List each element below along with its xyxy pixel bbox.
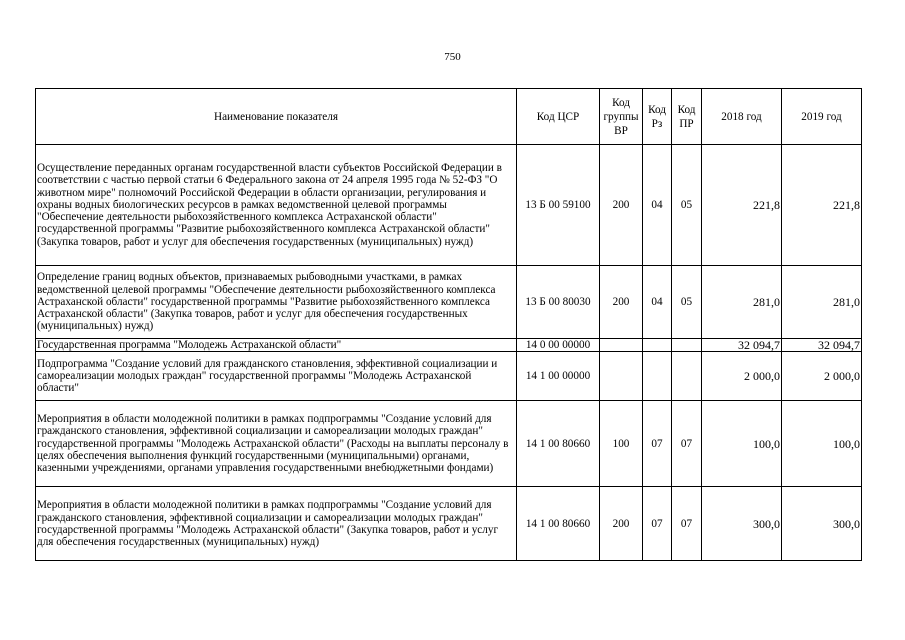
row-2019: 281,0 <box>782 266 862 339</box>
row-2018: 300,0 <box>702 487 782 561</box>
row-csr: 14 1 00 80660 <box>517 487 600 561</box>
row-csr: 13 Б 00 59100 <box>517 145 600 266</box>
table-row <box>36 352 862 401</box>
page-number: 750 <box>444 51 461 63</box>
table-row <box>36 487 862 561</box>
row-2019: 221,8 <box>782 145 862 266</box>
table-row <box>36 339 862 352</box>
row-pr <box>672 339 702 352</box>
header-2019: 2019 год <box>782 89 862 145</box>
row-pr <box>672 352 702 401</box>
header-name: Наименование показателя <box>36 89 517 145</box>
table-row <box>36 266 862 339</box>
row-vr <box>600 339 643 352</box>
row-name: Осуществление переданных органам государственной власти субъектов Российской Федерации в соответствии с частью первой статьи 6 Федерального закона от 24 апреля 1995 года № 52-ФЗ "О животном мире" полномочий Российской Федерации в области организации, регулирования и охраны водных биологических ресурсов в рамках ведомственной целевой программы "Обеспечение деятельности рыбохозяйственного комплекса Астраханской области" государственной программы "Развитие рыбохозяйственного комплекса Астраханской области" (Закупка товаров, работ и услуг для обеспечения государственных (муниципальных) нужд) <box>36 145 517 266</box>
row-vr <box>600 352 643 401</box>
row-2018: 281,0 <box>702 266 782 339</box>
header-rz: Код Рз <box>643 89 672 145</box>
row-name: Мероприятия в области молодежной политики в рамках подпрограммы "Создание условий для гражданского становления, эффективной социализации и самореализации молодых граждан" государственной программы "Молодежь Астраханской области" (Закупка товаров, работ и услуг для обеспечения государственных (муниципальных) нужд) <box>36 487 517 561</box>
row-name: Мероприятия в области молодежной политики в рамках подпрограммы "Создание условий для гражданского становления, эффективной социализации и самореализации молодых граждан" государственной программы "Молодежь Астраханской области" (Расходы на выплаты персоналу в целях обеспечения выполнения функций государственными (муниципальными) органами, казенными учреждениями, органами управления государственными внебюджетными фондами) <box>36 401 517 487</box>
row-2019: 2 000,0 <box>782 352 862 401</box>
row-vr: 200 <box>600 487 643 561</box>
row-name: Государственная программа "Молодежь Астраханской области" <box>36 339 517 352</box>
header-2018: 2018 год <box>702 89 782 145</box>
row-pr: 05 <box>672 266 702 339</box>
row-2019: 100,0 <box>782 401 862 487</box>
row-csr: 14 0 00 00000 <box>517 339 600 352</box>
table-row <box>36 145 862 266</box>
row-rz <box>643 339 672 352</box>
row-csr: 14 1 00 00000 <box>517 352 600 401</box>
row-rz: 04 <box>643 145 672 266</box>
row-pr: 07 <box>672 401 702 487</box>
table-header-row <box>36 89 862 145</box>
row-rz <box>643 352 672 401</box>
row-2018: 32 094,7 <box>702 339 782 352</box>
row-vr: 100 <box>600 401 643 487</box>
row-name: Определение границ водных объектов, признаваемых рыбоводными участками, в рамках ведомственной целевой программы "Обеспечение деятельности рыбохозяйственного комплекса Астраханской области" государственной программы "Развитие рыбохозяйственного комплекса Астраханской области" (Закупка товаров, работ и услуг для обеспечения государственных (муниципальных) нужд) <box>36 266 517 339</box>
row-pr: 05 <box>672 145 702 266</box>
row-2018: 100,0 <box>702 401 782 487</box>
row-csr: 13 Б 00 80030 <box>517 266 600 339</box>
header-csr: Код ЦСР <box>517 89 600 145</box>
table-row <box>36 401 862 487</box>
row-pr: 07 <box>672 487 702 561</box>
row-rz: 07 <box>643 487 672 561</box>
row-vr: 200 <box>600 266 643 339</box>
row-2019: 32 094,7 <box>782 339 862 352</box>
row-vr: 200 <box>600 145 643 266</box>
budget-table <box>35 88 862 561</box>
header-vr: Код группы ВР <box>600 89 643 145</box>
row-2019: 300,0 <box>782 487 862 561</box>
row-rz: 04 <box>643 266 672 339</box>
header-pr: Код ПР <box>672 89 702 145</box>
row-csr: 14 1 00 80660 <box>517 401 600 487</box>
row-2018: 2 000,0 <box>702 352 782 401</box>
row-rz: 07 <box>643 401 672 487</box>
row-2018: 221,8 <box>702 145 782 266</box>
row-name: Подпрограмма "Создание условий для гражданского становления, эффективной социализации и самореализации молодых граждан" государственной программы "Молодежь Астраханской области" <box>36 352 517 401</box>
